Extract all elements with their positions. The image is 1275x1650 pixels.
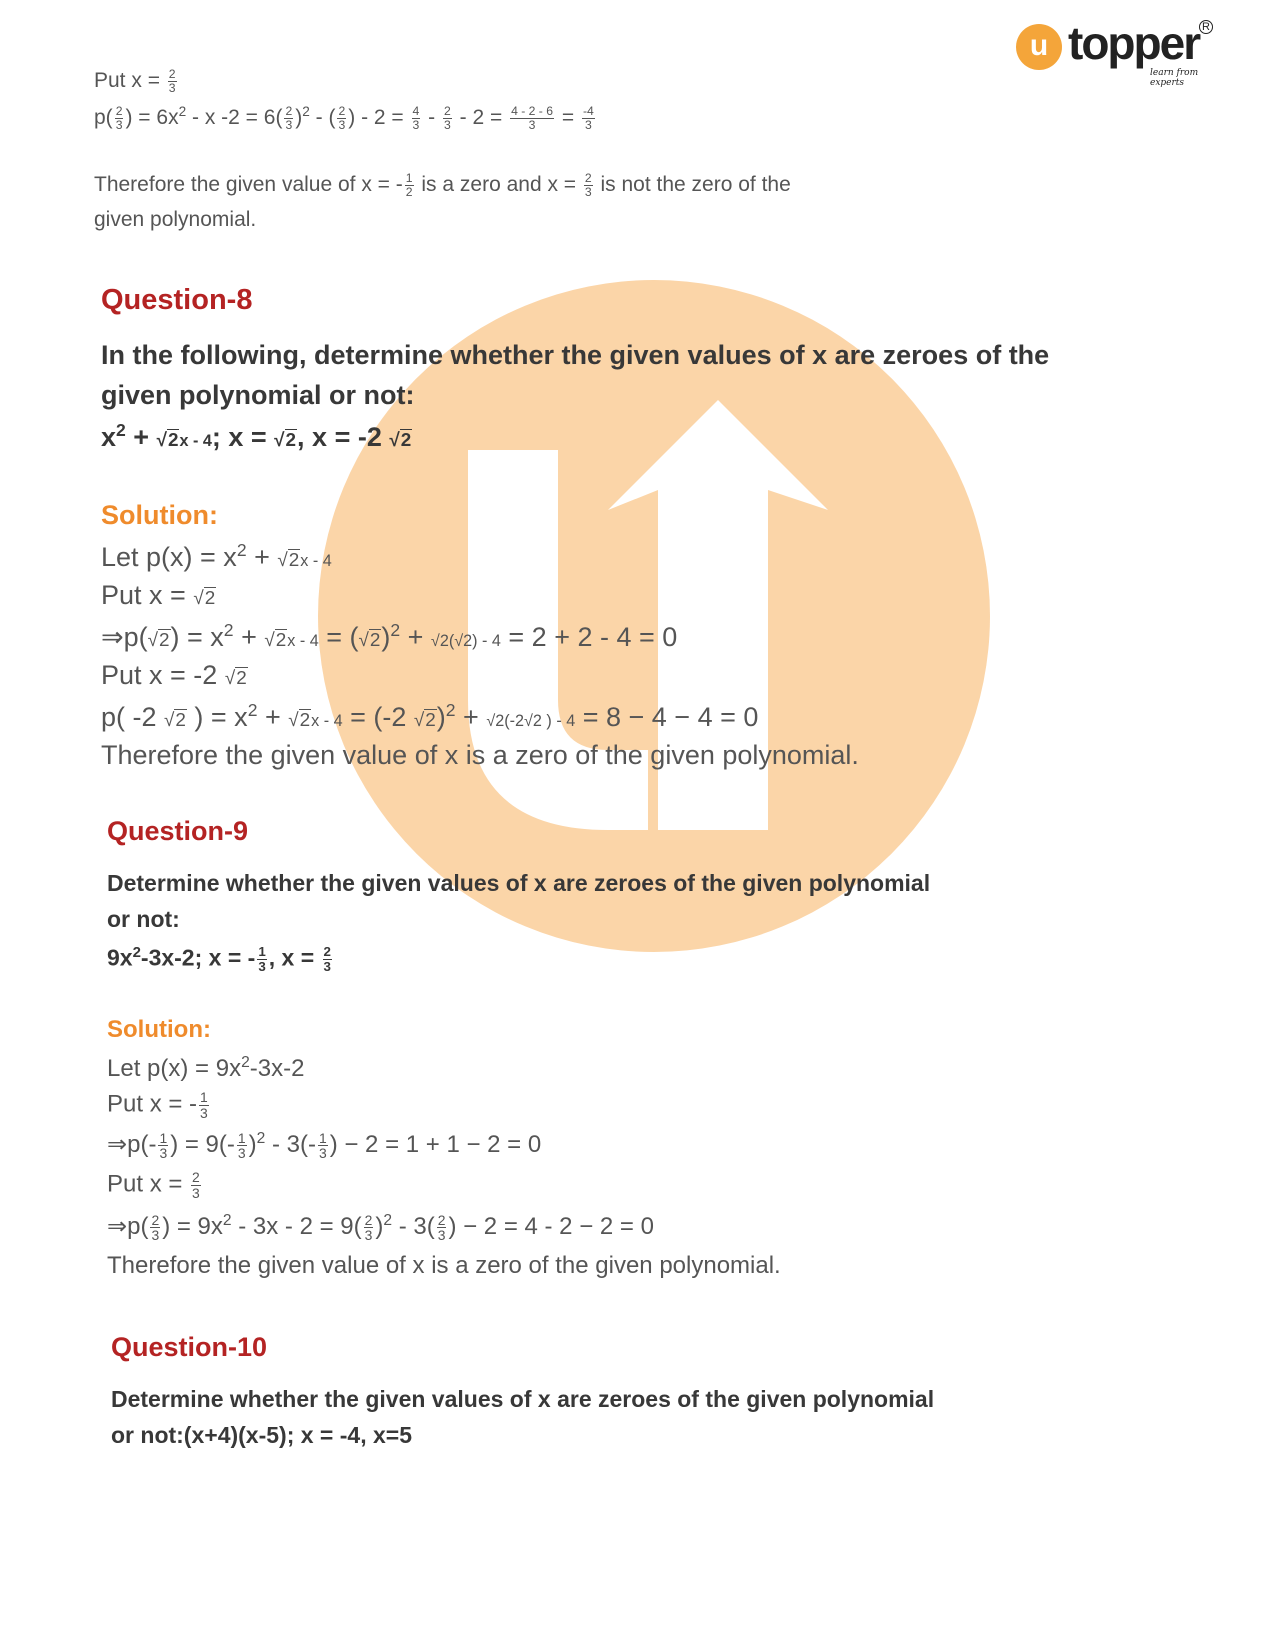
p-two-thirds-line: p( $\frac{2}{3}$ ) = $6x^2$ - x -2 = 6( $\frac{2}{3}$ )$^2$ - ( $\frac{2}{3}$ ) - 2 = $\frac{4}{3}$ - $\frac{2}{3}$ - 2 = $\frac{4 - 2 - 6}{3}$ = $\frac{-4}{3}$: [94, 104, 594, 132]
question-9-solution-heading: Solution:: [107, 1016, 211, 1043]
question-8-heading: Question-8: [101, 284, 253, 316]
question-9-heading: Question-9: [107, 816, 249, 846]
topper-logo: [1016, 17, 1226, 88]
question-8-text: In the following, determine whether the given values of x are zeroes of the: [101, 340, 1050, 370]
topper-watermark-logo: [318, 280, 990, 952]
q9-solution-line-5: ⇒p( $\frac{2}{3}$ ) = $9x^2 - 3x - 2 = 9$( $\frac{2}{3}$ )$^2$ - 3( $\frac{2}{3}$ ) − 2 = 4 - 2 − 2 = 0: [107, 1211, 654, 1244]
question-10-text: Determine whether the given values of x are zeroes of the given polynomial: [111, 1386, 935, 1412]
q8-solution-line-1: Let $p(x) = x^2 + √2x - 4$: [101, 540, 332, 572]
question-9-expression: $9x^2-3x-2$; x = - $\frac{1}{3}$ , x = $\frac{2}{3}$: [107, 944, 331, 975]
q8-solution-line-5: p( -2 √2 ) = $x^2 + √2x - 4 = (-2$ √2)$^2$ + √2(-2√2 ) - 4 = 8 − 4 − 4 = 0: [101, 700, 759, 732]
q9-solution-line-3: ⇒p(- $\frac{1}{3}$ ) = 9(- $\frac{1}{3}$ )$^2$ - 3(- $\frac{1}{3}$ ) − 2 = 1 + 1 − 2 = 0: [107, 1129, 542, 1162]
question-10-text-cont: or not:(x+4)(x-5); x = -4, x=5: [111, 1422, 412, 1448]
question-9-text-cont: or not:: [107, 906, 180, 932]
q8-solution-line-4: Put x = -2 √2: [101, 660, 247, 690]
question-9-text: Determine whether the given values of x are zeroes of the given polynomial: [107, 870, 931, 896]
question-8-solution-heading: Solution:: [101, 500, 218, 530]
q8-solution-line-3: ⇒p(√2) = $x^2 + √2x - 4 = (√2)^2 + √2(√2) - 4 = 2 + 2 - 4 = 0$: [101, 620, 678, 652]
conclusion-previous-cont: given polynomial.: [94, 208, 257, 231]
q8-conclusion: Therefore the given value of x is a zero of the given polynomial.: [101, 740, 859, 770]
fraction: $\frac{2}{3}$: [168, 67, 176, 95]
conclusion-previous: Therefore the given value of x = - $\frac{1}{2}$ is a zero and x = $\frac{2}{3}$ is not the zero of the: [94, 171, 791, 199]
topper-logo-badge-icon: u: [1016, 24, 1062, 70]
q9-solution-line-2: Put x = - $\frac{1}{3}$: [107, 1089, 208, 1121]
put-x-line: Put x = $\frac{2}{3}$: [94, 67, 176, 95]
q8-solution-line-2: Put x = √2: [101, 580, 216, 610]
q9-solution-line-1: Let $p(x) = 9x^2-3x-2$: [107, 1054, 305, 1082]
q9-solution-line-4: Put x = $\frac{2}{3}$: [107, 1169, 200, 1201]
topper-logo-name: topper: [1068, 17, 1200, 69]
q9-conclusion: Therefore the given value of x is a zero of the given polynomial.: [107, 1252, 781, 1279]
question-8-expression: $x^2 + √2x - 4$; x = √2, x = -2 √2: [101, 420, 412, 452]
question-10-heading: Question-10: [111, 1332, 268, 1362]
question-8-text-cont: given polynomial or not:: [101, 380, 415, 410]
registered-mark-icon: R: [1199, 20, 1213, 34]
topper-tagline: learn from experts: [1150, 68, 1199, 88]
